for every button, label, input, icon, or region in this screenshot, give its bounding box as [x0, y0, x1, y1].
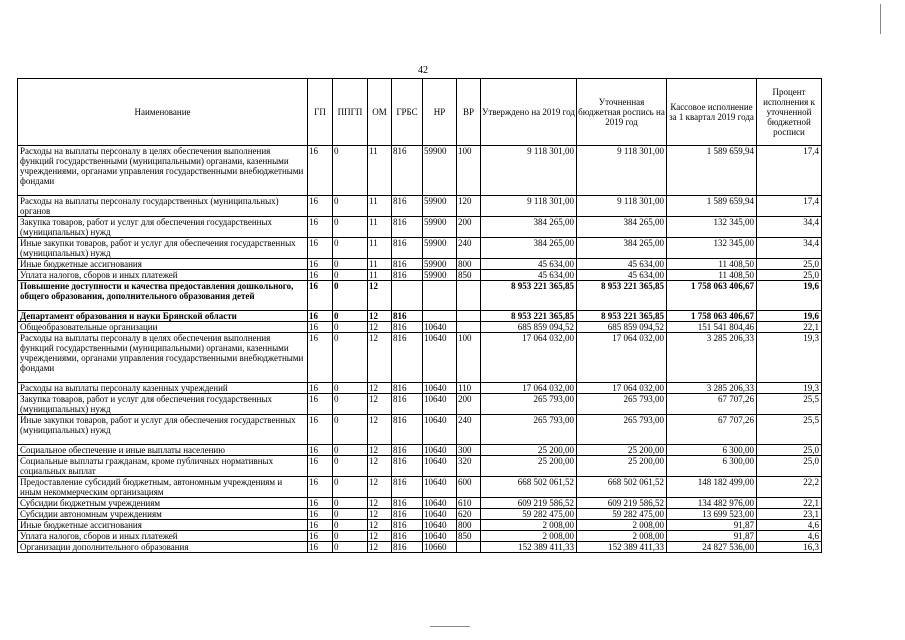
row-name-cell: Расходы на выплаты персоналу казенных учреждений — [18, 383, 308, 394]
row-approved-cell: 25 200,00 — [481, 445, 577, 456]
col-header-percent: Процент исполнения к уточненной бюджетной росписи — [757, 79, 822, 146]
row-refined-cell: 25 200,00 — [577, 456, 667, 477]
row-om-cell: 12 — [368, 445, 392, 456]
row-gp-cell: 16 — [308, 477, 333, 498]
row-refined-cell: 17 064 032,00 — [577, 383, 667, 394]
row-grbs-cell: 816 — [392, 333, 423, 383]
row-grbs-cell: 816 — [392, 477, 423, 498]
row-ppgp-cell: 0 — [333, 542, 368, 553]
row-gp-cell: 16 — [308, 415, 333, 445]
row-refined-cell: 17 064 032,00 — [577, 333, 667, 383]
row-approved-cell: 2 008,00 — [481, 531, 577, 542]
row-approved-cell: 45 634,00 — [481, 259, 577, 270]
row-om-cell: 11 — [368, 270, 392, 281]
scan-artifact-bottom — [430, 626, 470, 627]
table-row — [18, 477, 822, 498]
row-vr-cell: 100 — [457, 333, 481, 383]
table-row — [18, 383, 822, 394]
row-name-cell: Департамент образования и науки Брянской области — [18, 311, 308, 322]
row-vr-cell — [457, 281, 481, 311]
row-nr-cell: 10640 — [423, 477, 457, 498]
row-nr-cell: 59900 — [423, 146, 457, 196]
row-percent-cell: 22,1 — [757, 498, 822, 509]
row-percent-cell: 25,0 — [757, 259, 822, 270]
row-ppgp-cell: 0 — [333, 217, 368, 238]
budget-execution-table — [17, 78, 822, 553]
row-vr-cell: 600 — [457, 477, 481, 498]
row-refined-cell: 45 634,00 — [577, 270, 667, 281]
row-vr-cell: 610 — [457, 498, 481, 509]
row-vr-cell — [457, 311, 481, 322]
col-header-vr: ВР — [457, 79, 481, 146]
col-header-approved: Утверждено на 2019 год — [481, 79, 577, 146]
row-approved-cell: 609 219 586,52 — [481, 498, 577, 509]
row-nr-cell: 10660 — [423, 542, 457, 553]
row-ppgp-cell: 0 — [333, 238, 368, 259]
row-nr-cell: 10640 — [423, 531, 457, 542]
col-header-cash: Кассовое исполнение за 1 квартал 2019 года — [667, 79, 757, 146]
row-ppgp-cell: 0 — [333, 146, 368, 196]
row-ppgp-cell: 0 — [333, 270, 368, 281]
col-header-om: ОМ — [368, 79, 392, 146]
row-cash-cell: 132 345,00 — [667, 238, 757, 259]
row-gp-cell: 16 — [308, 217, 333, 238]
row-gp-cell: 16 — [308, 531, 333, 542]
row-nr-cell — [423, 281, 457, 311]
row-vr-cell: 240 — [457, 415, 481, 445]
table-row — [18, 146, 822, 196]
row-nr-cell: 10640 — [423, 383, 457, 394]
table-row — [18, 238, 822, 259]
row-ppgp-cell: 0 — [333, 196, 368, 217]
row-name-cell: Иные закупки товаров, работ и услуг для обеспечения государственных (муниципальных) нужд — [18, 415, 308, 445]
row-percent-cell: 22,2 — [757, 477, 822, 498]
row-refined-cell: 2 008,00 — [577, 520, 667, 531]
row-refined-cell: 265 793,00 — [577, 394, 667, 415]
page-number: 42 — [418, 65, 428, 76]
row-name-cell: Повышение доступности и качества предоставления дошкольного, общего образования, дополнительного образования детей — [18, 281, 308, 311]
row-cash-cell: 91,87 — [667, 520, 757, 531]
table-row — [18, 456, 822, 477]
row-vr-cell: 110 — [457, 383, 481, 394]
row-approved-cell: 59 282 475,00 — [481, 509, 577, 520]
table-row — [18, 311, 822, 322]
table-row — [18, 394, 822, 415]
row-grbs-cell: 816 — [392, 415, 423, 445]
row-ppgp-cell: 0 — [333, 333, 368, 383]
row-percent-cell: 25,0 — [757, 456, 822, 477]
row-grbs-cell: 816 — [392, 259, 423, 270]
row-grbs-cell: 816 — [392, 509, 423, 520]
row-ppgp-cell: 0 — [333, 322, 368, 333]
row-nr-cell: 10640 — [423, 498, 457, 509]
row-gp-cell: 16 — [308, 281, 333, 311]
row-name-cell: Расходы на выплаты персоналу в целях обеспечения выполнения функций государственными (муниципальными) органами, казенными учреждениями, органами управления государственными внебюджетными фондами — [18, 146, 308, 196]
row-om-cell: 12 — [368, 520, 392, 531]
row-grbs-cell: 816 — [392, 238, 423, 259]
row-cash-cell: 91,87 — [667, 531, 757, 542]
row-name-cell: Предоставление субсидий бюджетным, автономным учреждениям и иным некоммерческим организациям — [18, 477, 308, 498]
row-grbs-cell: 816 — [392, 445, 423, 456]
row-grbs-cell: 816 — [392, 196, 423, 217]
row-om-cell: 12 — [368, 415, 392, 445]
row-nr-cell: 59900 — [423, 196, 457, 217]
row-om-cell: 12 — [368, 311, 392, 322]
row-cash-cell: 1 758 063 406,67 — [667, 281, 757, 311]
row-gp-cell: 16 — [308, 259, 333, 270]
row-vr-cell — [457, 322, 481, 333]
row-vr-cell: 850 — [457, 531, 481, 542]
row-nr-cell: 10640 — [423, 456, 457, 477]
row-om-cell: 12 — [368, 281, 392, 311]
row-vr-cell: 620 — [457, 509, 481, 520]
row-name-cell: Закупка товаров, работ и услуг для обеспечения государственных (муниципальных) нужд — [18, 394, 308, 415]
row-gp-cell: 16 — [308, 394, 333, 415]
row-percent-cell: 23,1 — [757, 509, 822, 520]
row-name-cell: Закупка товаров, работ и услуг для обеспечения государственных (муниципальных) нужд — [18, 217, 308, 238]
row-gp-cell: 16 — [308, 146, 333, 196]
table-body — [18, 146, 822, 553]
row-refined-cell: 2 008,00 — [577, 531, 667, 542]
row-vr-cell: 850 — [457, 270, 481, 281]
table-header-row — [18, 79, 822, 146]
row-om-cell: 11 — [368, 217, 392, 238]
table-row — [18, 542, 822, 553]
row-vr-cell: 200 — [457, 217, 481, 238]
row-ppgp-cell: 0 — [333, 259, 368, 270]
row-cash-cell: 3 285 206,33 — [667, 383, 757, 394]
row-percent-cell: 4,6 — [757, 531, 822, 542]
row-om-cell: 12 — [368, 531, 392, 542]
row-grbs-cell: 816 — [392, 531, 423, 542]
row-name-cell: Иные бюджетные ассигнования — [18, 520, 308, 531]
row-grbs-cell — [392, 281, 423, 311]
scan-artifact-top — [880, 4, 881, 34]
row-om-cell: 12 — [368, 509, 392, 520]
row-refined-cell: 609 219 586,52 — [577, 498, 667, 509]
row-ppgp-cell: 0 — [333, 456, 368, 477]
col-header-gp: ГП — [308, 79, 333, 146]
row-percent-cell: 19,6 — [757, 281, 822, 311]
row-nr-cell: 59900 — [423, 217, 457, 238]
table-row — [18, 531, 822, 542]
row-vr-cell: 300 — [457, 445, 481, 456]
row-name-cell: Расходы на выплаты персоналу государственных (муниципальных) органов — [18, 196, 308, 217]
row-ppgp-cell: 0 — [333, 311, 368, 322]
row-cash-cell: 1 589 659,94 — [667, 146, 757, 196]
row-percent-cell: 22,1 — [757, 322, 822, 333]
row-percent-cell: 34,4 — [757, 238, 822, 259]
row-approved-cell: 17 064 032,00 — [481, 383, 577, 394]
table-row — [18, 322, 822, 333]
row-cash-cell: 148 182 499,00 — [667, 477, 757, 498]
row-gp-cell: 16 — [308, 445, 333, 456]
row-grbs-cell: 816 — [392, 394, 423, 415]
table-row — [18, 509, 822, 520]
row-nr-cell: 10640 — [423, 394, 457, 415]
row-vr-cell: 200 — [457, 394, 481, 415]
row-gp-cell: 16 — [308, 196, 333, 217]
row-ppgp-cell: 0 — [333, 445, 368, 456]
row-ppgp-cell: 0 — [333, 498, 368, 509]
row-grbs-cell: 816 — [392, 146, 423, 196]
row-refined-cell: 25 200,00 — [577, 445, 667, 456]
row-gp-cell: 16 — [308, 498, 333, 509]
row-refined-cell: 8 953 221 365,85 — [577, 311, 667, 322]
row-name-cell: Уплата налогов, сборов и иных платежей — [18, 531, 308, 542]
row-gp-cell: 16 — [308, 270, 333, 281]
row-om-cell: 12 — [368, 542, 392, 553]
row-approved-cell: 384 265,00 — [481, 217, 577, 238]
row-name-cell: Организации дополнительного образования — [18, 542, 308, 553]
row-om-cell: 12 — [368, 394, 392, 415]
row-refined-cell: 685 859 094,52 — [577, 322, 667, 333]
row-ppgp-cell: 0 — [333, 509, 368, 520]
row-approved-cell: 668 502 061,52 — [481, 477, 577, 498]
row-vr-cell: 800 — [457, 520, 481, 531]
row-om-cell: 12 — [368, 333, 392, 383]
row-approved-cell: 45 634,00 — [481, 270, 577, 281]
row-gp-cell: 16 — [308, 238, 333, 259]
table-row — [18, 281, 822, 311]
row-ppgp-cell: 0 — [333, 477, 368, 498]
row-approved-cell: 8 953 221 365,85 — [481, 311, 577, 322]
row-refined-cell: 384 265,00 — [577, 238, 667, 259]
row-refined-cell: 8 953 221 365,85 — [577, 281, 667, 311]
row-percent-cell: 25,5 — [757, 394, 822, 415]
row-name-cell: Расходы на выплаты персоналу в целях обеспечения выполнения функций государственными (муниципальными) органами, казенными учреждениями, органами управления государственными внебюджетными фондами — [18, 333, 308, 383]
row-gp-cell: 16 — [308, 383, 333, 394]
table-row — [18, 498, 822, 509]
row-cash-cell: 67 707,26 — [667, 394, 757, 415]
row-refined-cell: 384 265,00 — [577, 217, 667, 238]
row-grbs-cell: 816 — [392, 311, 423, 322]
row-nr-cell: 59900 — [423, 259, 457, 270]
row-grbs-cell: 816 — [392, 456, 423, 477]
row-cash-cell: 3 285 206,33 — [667, 333, 757, 383]
row-ppgp-cell: 0 — [333, 394, 368, 415]
row-name-cell: Субсидии бюджетным учреждениям — [18, 498, 308, 509]
row-gp-cell: 16 — [308, 520, 333, 531]
table-row — [18, 259, 822, 270]
row-gp-cell: 16 — [308, 509, 333, 520]
row-cash-cell: 134 482 976,00 — [667, 498, 757, 509]
row-nr-cell: 10640 — [423, 415, 457, 445]
row-percent-cell: 19,3 — [757, 333, 822, 383]
col-header-nr: НР — [423, 79, 457, 146]
row-grbs-cell: 816 — [392, 498, 423, 509]
row-percent-cell: 17,4 — [757, 196, 822, 217]
row-om-cell: 12 — [368, 456, 392, 477]
row-percent-cell: 25,0 — [757, 445, 822, 456]
row-percent-cell: 19,3 — [757, 383, 822, 394]
table-row — [18, 196, 822, 217]
table-row — [18, 520, 822, 531]
row-percent-cell: 17,4 — [757, 146, 822, 196]
row-approved-cell: 265 793,00 — [481, 394, 577, 415]
table-row — [18, 415, 822, 445]
row-approved-cell: 9 118 301,00 — [481, 196, 577, 217]
row-om-cell: 11 — [368, 196, 392, 217]
row-percent-cell: 16,3 — [757, 542, 822, 553]
row-vr-cell: 100 — [457, 146, 481, 196]
col-header-name: Наименование — [18, 79, 308, 146]
row-cash-cell: 1 589 659,94 — [667, 196, 757, 217]
row-cash-cell: 151 541 804,46 — [667, 322, 757, 333]
row-grbs-cell: 816 — [392, 520, 423, 531]
col-header-refined: Уточненная бюджетная роспись на 2019 год — [577, 79, 667, 146]
row-cash-cell: 132 345,00 — [667, 217, 757, 238]
row-om-cell: 11 — [368, 238, 392, 259]
row-nr-cell: 10640 — [423, 509, 457, 520]
row-nr-cell: 10640 — [423, 333, 457, 383]
row-cash-cell: 11 408,50 — [667, 259, 757, 270]
row-nr-cell: 10640 — [423, 322, 457, 333]
row-ppgp-cell: 0 — [333, 531, 368, 542]
row-gp-cell: 16 — [308, 456, 333, 477]
row-gp-cell: 16 — [308, 542, 333, 553]
row-om-cell: 12 — [368, 383, 392, 394]
row-refined-cell: 152 389 411,33 — [577, 542, 667, 553]
row-ppgp-cell: 0 — [333, 520, 368, 531]
row-vr-cell: 240 — [457, 238, 481, 259]
table-row — [18, 270, 822, 281]
row-percent-cell: 25,5 — [757, 415, 822, 445]
row-refined-cell: 9 118 301,00 — [577, 146, 667, 196]
row-percent-cell: 19,6 — [757, 311, 822, 322]
row-vr-cell: 320 — [457, 456, 481, 477]
row-name-cell: Социальное обеспечение и иные выплаты населению — [18, 445, 308, 456]
row-percent-cell: 34,4 — [757, 217, 822, 238]
row-grbs-cell: 816 — [392, 270, 423, 281]
row-om-cell: 11 — [368, 146, 392, 196]
col-header-ppgp: ППГП — [333, 79, 368, 146]
row-grbs-cell: 816 — [392, 383, 423, 394]
row-approved-cell: 25 200,00 — [481, 456, 577, 477]
row-cash-cell: 6 300,00 — [667, 456, 757, 477]
row-ppgp-cell: 0 — [333, 415, 368, 445]
row-nr-cell: 59900 — [423, 238, 457, 259]
row-cash-cell: 1 758 063 406,67 — [667, 311, 757, 322]
table-row — [18, 445, 822, 456]
row-cash-cell: 11 408,50 — [667, 270, 757, 281]
row-cash-cell: 6 300,00 — [667, 445, 757, 456]
row-ppgp-cell: 0 — [333, 281, 368, 311]
row-om-cell: 11 — [368, 259, 392, 270]
row-cash-cell: 13 699 523,00 — [667, 509, 757, 520]
row-cash-cell: 24 827 536,00 — [667, 542, 757, 553]
row-approved-cell: 265 793,00 — [481, 415, 577, 445]
row-gp-cell: 16 — [308, 322, 333, 333]
row-percent-cell: 4,6 — [757, 520, 822, 531]
row-refined-cell: 668 502 061,52 — [577, 477, 667, 498]
row-vr-cell: 120 — [457, 196, 481, 217]
row-nr-cell: 59900 — [423, 270, 457, 281]
row-nr-cell — [423, 311, 457, 322]
row-approved-cell: 9 118 301,00 — [481, 146, 577, 196]
row-approved-cell: 152 389 411,33 — [481, 542, 577, 553]
col-header-grbs: ГРБС — [392, 79, 423, 146]
row-refined-cell: 265 793,00 — [577, 415, 667, 445]
row-grbs-cell: 816 — [392, 322, 423, 333]
row-gp-cell: 16 — [308, 333, 333, 383]
row-om-cell: 12 — [368, 477, 392, 498]
row-gp-cell: 16 — [308, 311, 333, 322]
row-approved-cell: 2 008,00 — [481, 520, 577, 531]
row-vr-cell: 800 — [457, 259, 481, 270]
row-refined-cell: 9 118 301,00 — [577, 196, 667, 217]
row-nr-cell: 10640 — [423, 445, 457, 456]
row-ppgp-cell: 0 — [333, 383, 368, 394]
row-grbs-cell: 816 — [392, 217, 423, 238]
row-approved-cell: 685 859 094,52 — [481, 322, 577, 333]
row-approved-cell: 384 265,00 — [481, 238, 577, 259]
row-refined-cell: 45 634,00 — [577, 259, 667, 270]
row-name-cell: Социальные выплаты гражданам, кроме публичных нормативных социальных выплат — [18, 456, 308, 477]
row-grbs-cell: 816 — [392, 542, 423, 553]
row-nr-cell: 10640 — [423, 520, 457, 531]
table-row — [18, 217, 822, 238]
row-om-cell: 12 — [368, 498, 392, 509]
row-name-cell: Общеобразовательные организации — [18, 322, 308, 333]
row-cash-cell: 67 707,26 — [667, 415, 757, 445]
row-name-cell: Уплата налогов, сборов и иных платежей — [18, 270, 308, 281]
row-om-cell: 12 — [368, 322, 392, 333]
row-name-cell: Иные закупки товаров, работ и услуг для обеспечения государственных (муниципальных) нужд — [18, 238, 308, 259]
row-approved-cell: 8 953 221 365,85 — [481, 281, 577, 311]
row-percent-cell: 25,0 — [757, 270, 822, 281]
row-name-cell: Иные бюджетные ассигнования — [18, 259, 308, 270]
table-row — [18, 333, 822, 383]
row-vr-cell — [457, 542, 481, 553]
row-approved-cell: 17 064 032,00 — [481, 333, 577, 383]
row-name-cell: Субсидии автономным учреждениям — [18, 509, 308, 520]
row-refined-cell: 59 282 475,00 — [577, 509, 667, 520]
